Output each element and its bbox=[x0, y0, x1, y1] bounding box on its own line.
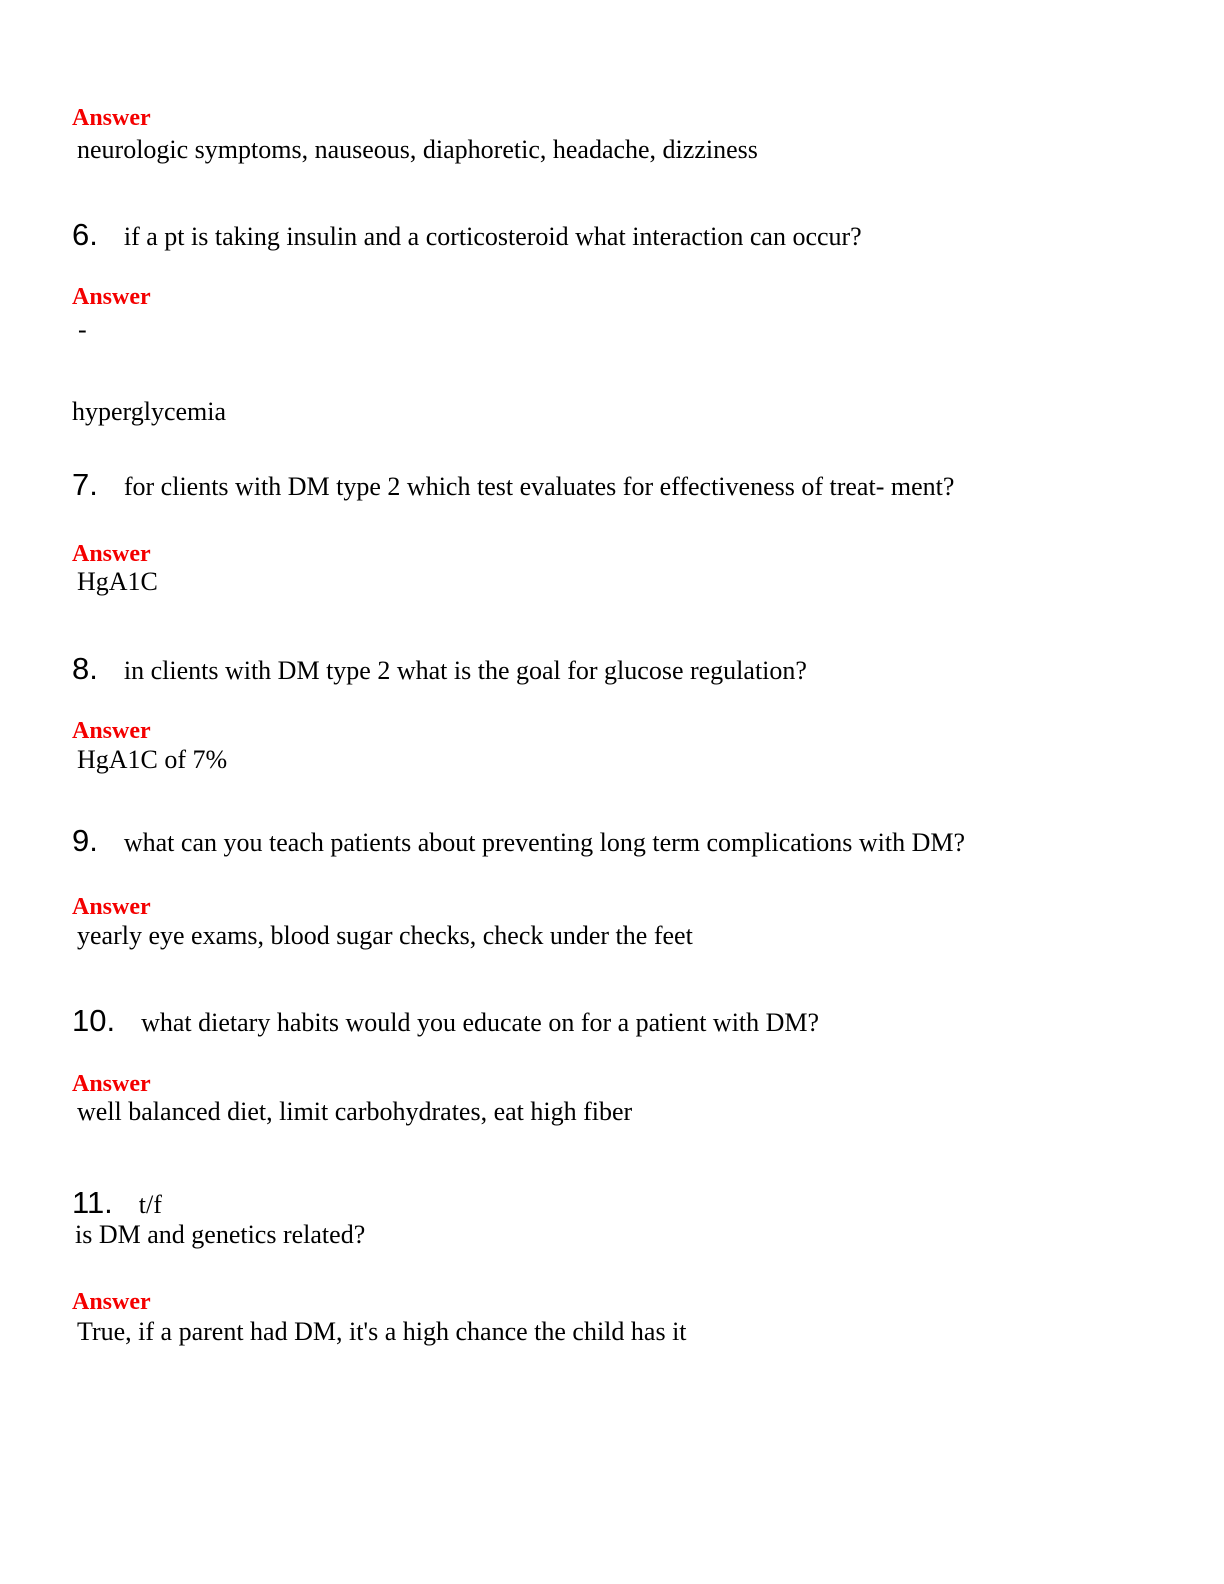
question-number: 9. bbox=[72, 823, 98, 858]
question-text: t/f bbox=[138, 1190, 162, 1219]
question-text: for clients with DM type 2 which test evaluates for effectiveness of treat- ment? bbox=[123, 472, 955, 501]
answer-heading: Answer bbox=[72, 1071, 151, 1097]
question-7 bbox=[72, 468, 954, 504]
question-number: 8. bbox=[72, 651, 98, 686]
question-text: if a pt is taking insulin and a corticosteroid what interaction can occur? bbox=[123, 222, 862, 251]
answer-text: - bbox=[78, 315, 87, 344]
question-number: 10. bbox=[72, 1003, 116, 1038]
question-text-line2: is DM and genetics related? bbox=[75, 1220, 366, 1249]
answer-text: HgA1C of 7% bbox=[77, 745, 228, 774]
answer-text: hyperglycemia bbox=[72, 397, 227, 426]
answer-heading: Answer bbox=[72, 541, 151, 567]
answer-heading: Answer bbox=[72, 894, 151, 920]
question-9 bbox=[72, 824, 965, 860]
answer-heading: Answer bbox=[72, 1289, 151, 1315]
question-11 bbox=[72, 1186, 162, 1222]
answer-text: HgA1C bbox=[77, 567, 158, 596]
answer-text: yearly eye exams, blood sugar checks, check under the feet bbox=[77, 921, 693, 950]
answer-text: well balanced diet, limit carbohydrates, eat high fiber bbox=[77, 1097, 633, 1126]
answer-text: True, if a parent had DM, it's a high chance the child has it bbox=[77, 1317, 687, 1346]
question-text: what can you teach patients about preventing long term complications with DM? bbox=[123, 828, 966, 857]
answer-text: neurologic symptoms, nauseous, diaphoretic, headache, dizziness bbox=[77, 135, 758, 164]
question-6 bbox=[72, 218, 862, 254]
question-10 bbox=[72, 1004, 819, 1040]
question-8 bbox=[72, 652, 807, 688]
answer-heading: Answer bbox=[72, 718, 151, 744]
question-text: in clients with DM type 2 what is the goal for glucose regulation? bbox=[123, 656, 807, 685]
question-number: 6. bbox=[72, 217, 98, 252]
question-text: what dietary habits would you educate on for a patient with DM? bbox=[141, 1008, 820, 1037]
answer-heading: Answer bbox=[72, 284, 151, 310]
question-number: 7. bbox=[72, 467, 98, 502]
answer-heading: Answer bbox=[72, 105, 151, 131]
question-number: 11. bbox=[72, 1185, 113, 1220]
